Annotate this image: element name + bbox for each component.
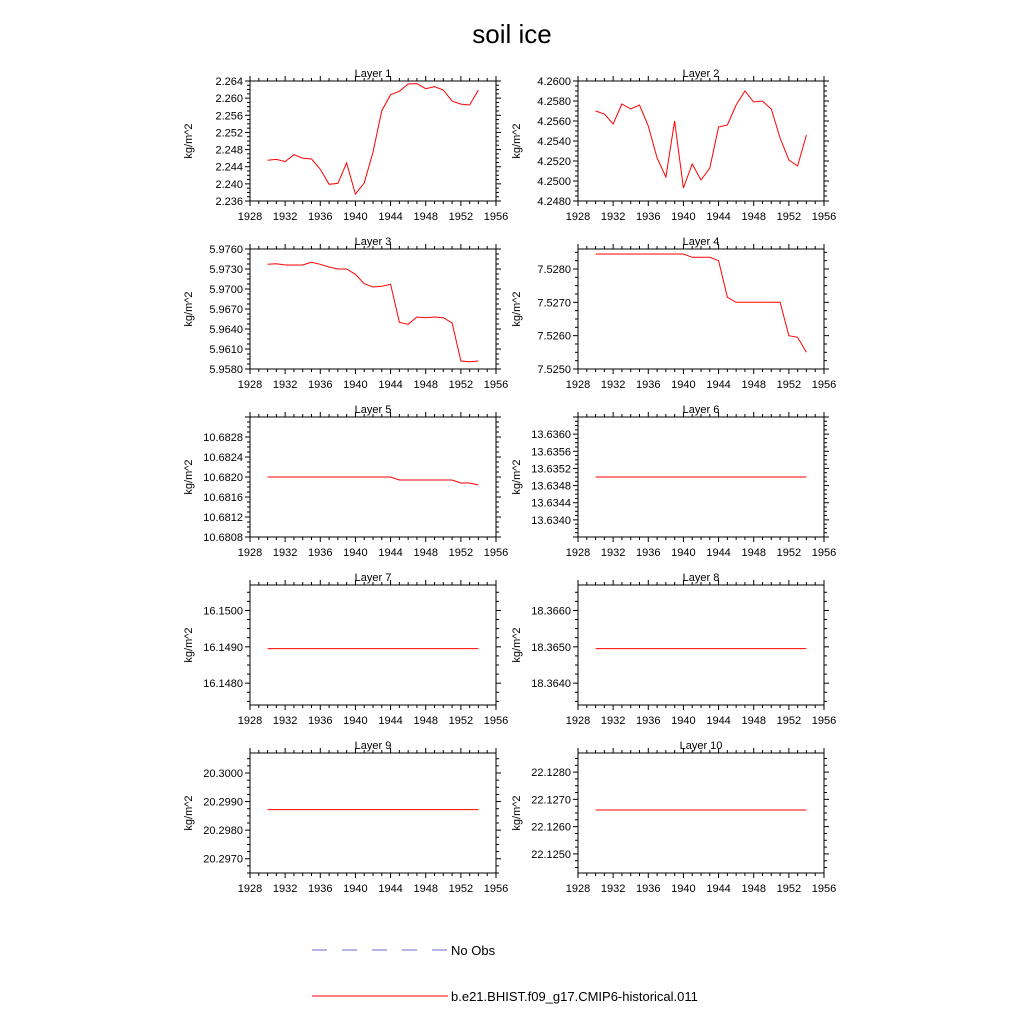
x-tick-label: 1956 bbox=[811, 715, 837, 727]
x-tick-label: 1936 bbox=[636, 715, 661, 727]
x-tick-label: 1940 bbox=[671, 379, 696, 391]
x-tick-label: 1928 bbox=[237, 379, 263, 391]
y-tick-label: 10.6808 bbox=[203, 532, 243, 544]
x-tick-label: 1952 bbox=[776, 211, 802, 223]
x-tick-label: 1948 bbox=[741, 883, 766, 895]
x-tick-label: 1956 bbox=[811, 883, 837, 895]
x-tick-label: 1956 bbox=[483, 211, 509, 223]
series-line-1 bbox=[596, 254, 807, 352]
y-tick-label: 2.244 bbox=[215, 161, 243, 174]
y-tick-label: 13.6360 bbox=[531, 429, 571, 442]
x-tick-label: 1944 bbox=[706, 547, 731, 559]
y-tick-label: 10.6824 bbox=[203, 452, 243, 464]
y-tick-label: 16.1480 bbox=[203, 678, 243, 691]
y-tick-label: 10.6812 bbox=[203, 512, 243, 524]
y-tick-label: 13.6344 bbox=[531, 497, 571, 510]
panel-9 bbox=[183, 740, 508, 895]
y-axis-label: kg/m^2 bbox=[183, 459, 195, 495]
y-tick-label: 5.9730 bbox=[209, 264, 243, 276]
x-tick-label: 1940 bbox=[671, 883, 696, 895]
panel-title: Layer 1 bbox=[354, 68, 392, 80]
x-tick-label: 1952 bbox=[448, 379, 474, 391]
x-tick-label: 1928 bbox=[237, 211, 263, 223]
series-line-1 bbox=[268, 262, 479, 361]
y-tick-label: 13.6352 bbox=[531, 463, 571, 476]
x-tick-label: 1948 bbox=[413, 715, 438, 727]
panel-title: Layer 6 bbox=[682, 404, 720, 416]
y-tick-label: 18.3650 bbox=[531, 641, 571, 654]
y-axis-label: kg/m^2 bbox=[511, 795, 523, 831]
y-tick-label: 22.1270 bbox=[531, 794, 571, 807]
y-axis-label: kg/m^2 bbox=[183, 795, 195, 831]
y-tick-label: 2.248 bbox=[215, 144, 243, 157]
x-tick-label: 1928 bbox=[565, 883, 591, 895]
panel-3 bbox=[183, 236, 508, 391]
x-tick-label: 1956 bbox=[811, 211, 837, 223]
x-tick-label: 1944 bbox=[378, 883, 403, 895]
x-tick-label: 1944 bbox=[706, 379, 731, 391]
x-tick-label: 1928 bbox=[237, 883, 263, 895]
x-tick-label: 1956 bbox=[483, 715, 509, 727]
panel-2 bbox=[511, 68, 836, 223]
plot-frame bbox=[578, 753, 824, 873]
panel-8 bbox=[511, 572, 836, 727]
y-axis-label: kg/m^2 bbox=[183, 123, 195, 159]
plot-frame bbox=[578, 81, 824, 201]
x-tick-label: 1940 bbox=[343, 379, 368, 391]
panel-title: Layer 9 bbox=[354, 740, 392, 752]
x-tick-label: 1928 bbox=[237, 547, 263, 559]
x-tick-label: 1952 bbox=[448, 883, 474, 895]
y-tick-label: 2.236 bbox=[215, 196, 243, 208]
x-tick-label: 1952 bbox=[448, 715, 474, 727]
x-tick-label: 1956 bbox=[811, 547, 837, 559]
x-tick-label: 1956 bbox=[483, 883, 509, 895]
y-tick-label: 5.9640 bbox=[209, 324, 243, 336]
plot-frame bbox=[250, 753, 496, 873]
panel-4 bbox=[511, 236, 836, 391]
panel-6 bbox=[511, 404, 836, 559]
plot-frame bbox=[578, 585, 824, 705]
y-tick-label: 2.260 bbox=[215, 93, 243, 106]
figure-title: soil ice bbox=[472, 19, 552, 49]
y-tick-label: 18.3660 bbox=[531, 605, 571, 618]
panel-title: Layer 2 bbox=[682, 68, 720, 80]
x-tick-label: 1928 bbox=[565, 715, 591, 727]
x-tick-label: 1944 bbox=[378, 211, 403, 223]
panel-7 bbox=[183, 572, 508, 727]
x-tick-label: 1932 bbox=[272, 379, 298, 391]
y-tick-label: 4.2520 bbox=[537, 156, 571, 168]
legend bbox=[312, 943, 698, 1004]
panel-title: Layer 4 bbox=[682, 236, 720, 248]
series-line-1 bbox=[268, 477, 479, 485]
x-tick-label: 1936 bbox=[308, 379, 333, 391]
x-tick-label: 1952 bbox=[776, 883, 802, 895]
x-tick-label: 1952 bbox=[776, 715, 802, 727]
panel-title: Layer 5 bbox=[354, 404, 392, 416]
y-tick-label: 16.1500 bbox=[203, 605, 243, 618]
y-tick-label: 22.1280 bbox=[531, 767, 571, 780]
x-tick-label: 1936 bbox=[636, 379, 661, 391]
panel-1 bbox=[183, 68, 508, 223]
y-tick-label: 2.240 bbox=[215, 178, 243, 191]
y-tick-label: 7.5280 bbox=[537, 264, 571, 276]
x-tick-label: 1952 bbox=[448, 547, 474, 559]
x-tick-label: 1940 bbox=[671, 211, 696, 223]
x-tick-label: 1936 bbox=[636, 547, 661, 559]
panel-5 bbox=[183, 404, 508, 559]
y-axis-label: kg/m^2 bbox=[511, 627, 523, 663]
y-tick-label: 20.3000 bbox=[203, 768, 243, 780]
y-axis-label: kg/m^2 bbox=[511, 459, 523, 495]
y-tick-label: 5.9580 bbox=[209, 364, 243, 376]
y-tick-label: 10.6828 bbox=[203, 432, 243, 444]
x-tick-label: 1956 bbox=[483, 547, 509, 559]
x-tick-label: 1952 bbox=[776, 547, 802, 559]
y-tick-label: 5.9700 bbox=[209, 284, 243, 296]
y-tick-label: 4.2480 bbox=[537, 196, 571, 208]
y-axis-label: kg/m^2 bbox=[183, 291, 195, 327]
x-tick-label: 1932 bbox=[272, 715, 298, 727]
panels bbox=[183, 68, 836, 895]
x-tick-label: 1944 bbox=[378, 379, 403, 391]
y-tick-label: 10.6816 bbox=[203, 492, 243, 504]
plot-frame bbox=[250, 585, 496, 705]
legend-model-label: b.e21.BHIST.f09_g17.CMIP6-historical.011 bbox=[451, 989, 698, 1004]
y-axis-label: kg/m^2 bbox=[511, 291, 523, 327]
legend-obs-label: No Obs bbox=[451, 943, 496, 958]
x-tick-label: 1948 bbox=[413, 547, 438, 559]
x-tick-label: 1932 bbox=[272, 883, 298, 895]
x-tick-label: 1940 bbox=[343, 715, 368, 727]
y-tick-label: 18.3640 bbox=[531, 678, 571, 691]
x-tick-label: 1932 bbox=[600, 883, 626, 895]
y-tick-label: 7.5270 bbox=[537, 297, 571, 310]
y-tick-label: 22.1260 bbox=[531, 821, 571, 834]
y-tick-label: 13.6340 bbox=[531, 514, 571, 527]
x-tick-label: 1948 bbox=[741, 715, 766, 727]
y-axis-label: kg/m^2 bbox=[183, 627, 195, 663]
x-tick-label: 1928 bbox=[565, 379, 591, 391]
x-tick-label: 1944 bbox=[706, 211, 731, 223]
panel-title: Layer 8 bbox=[682, 572, 720, 584]
y-tick-label: 2.264 bbox=[215, 76, 243, 88]
y-tick-label: 2.252 bbox=[215, 127, 243, 140]
x-tick-label: 1956 bbox=[811, 379, 837, 391]
plot-frame bbox=[250, 249, 496, 369]
y-tick-label: 20.2970 bbox=[203, 853, 243, 866]
x-tick-label: 1940 bbox=[671, 715, 696, 727]
x-tick-label: 1948 bbox=[741, 547, 766, 559]
x-tick-label: 1948 bbox=[413, 211, 438, 223]
panel-title: Layer 10 bbox=[679, 740, 723, 752]
x-tick-label: 1928 bbox=[565, 547, 591, 559]
plot-frame bbox=[250, 81, 496, 201]
series-line-1 bbox=[596, 91, 807, 188]
x-tick-label: 1928 bbox=[565, 211, 591, 223]
x-tick-label: 1932 bbox=[272, 211, 298, 223]
y-tick-label: 13.6348 bbox=[531, 480, 571, 493]
x-tick-label: 1948 bbox=[741, 379, 766, 391]
y-tick-label: 5.9670 bbox=[209, 304, 243, 316]
y-tick-label: 2.256 bbox=[215, 110, 243, 123]
x-tick-label: 1936 bbox=[636, 883, 661, 895]
x-tick-label: 1948 bbox=[741, 211, 766, 223]
x-tick-label: 1940 bbox=[671, 547, 696, 559]
x-tick-label: 1936 bbox=[308, 547, 333, 559]
x-tick-label: 1952 bbox=[776, 379, 802, 391]
x-tick-label: 1932 bbox=[600, 211, 626, 223]
x-tick-label: 1936 bbox=[308, 211, 333, 223]
y-tick-label: 20.2990 bbox=[203, 796, 243, 809]
y-tick-label: 4.2600 bbox=[537, 76, 571, 88]
y-tick-label: 4.2560 bbox=[537, 116, 571, 128]
x-tick-label: 1944 bbox=[378, 715, 403, 727]
y-tick-label: 4.2500 bbox=[537, 176, 571, 188]
panel-title: Layer 3 bbox=[354, 236, 392, 248]
x-tick-label: 1952 bbox=[448, 211, 474, 223]
y-tick-label: 13.6356 bbox=[531, 446, 571, 459]
y-tick-label: 5.9610 bbox=[209, 344, 243, 356]
x-tick-label: 1932 bbox=[600, 547, 626, 559]
y-tick-label: 7.5250 bbox=[537, 364, 571, 376]
x-tick-label: 1936 bbox=[636, 211, 661, 223]
y-tick-label: 10.6820 bbox=[203, 472, 243, 484]
x-tick-label: 1944 bbox=[706, 715, 731, 727]
panel-10 bbox=[511, 740, 836, 895]
plot-frame bbox=[578, 249, 824, 369]
y-tick-label: 7.5260 bbox=[537, 330, 571, 343]
x-tick-label: 1944 bbox=[378, 547, 403, 559]
y-tick-label: 4.2540 bbox=[537, 136, 571, 148]
x-tick-label: 1956 bbox=[483, 379, 509, 391]
x-tick-label: 1932 bbox=[272, 547, 298, 559]
x-tick-label: 1940 bbox=[343, 883, 368, 895]
x-tick-label: 1940 bbox=[343, 211, 368, 223]
y-tick-label: 16.1490 bbox=[203, 641, 243, 654]
x-tick-label: 1948 bbox=[413, 883, 438, 895]
series-line-1 bbox=[268, 84, 479, 195]
x-tick-label: 1944 bbox=[706, 883, 731, 895]
x-tick-label: 1936 bbox=[308, 883, 333, 895]
y-tick-label: 22.1250 bbox=[531, 848, 571, 861]
panel-title: Layer 7 bbox=[354, 572, 392, 584]
y-tick-label: 5.9760 bbox=[209, 244, 243, 256]
y-tick-label: 4.2580 bbox=[537, 96, 571, 108]
x-tick-label: 1948 bbox=[413, 379, 438, 391]
y-tick-label: 20.2980 bbox=[203, 825, 243, 838]
x-tick-label: 1936 bbox=[308, 715, 333, 727]
x-tick-label: 1932 bbox=[600, 379, 626, 391]
y-axis-label: kg/m^2 bbox=[511, 123, 523, 159]
x-tick-label: 1932 bbox=[600, 715, 626, 727]
x-tick-label: 1928 bbox=[237, 715, 263, 727]
x-tick-label: 1940 bbox=[343, 547, 368, 559]
